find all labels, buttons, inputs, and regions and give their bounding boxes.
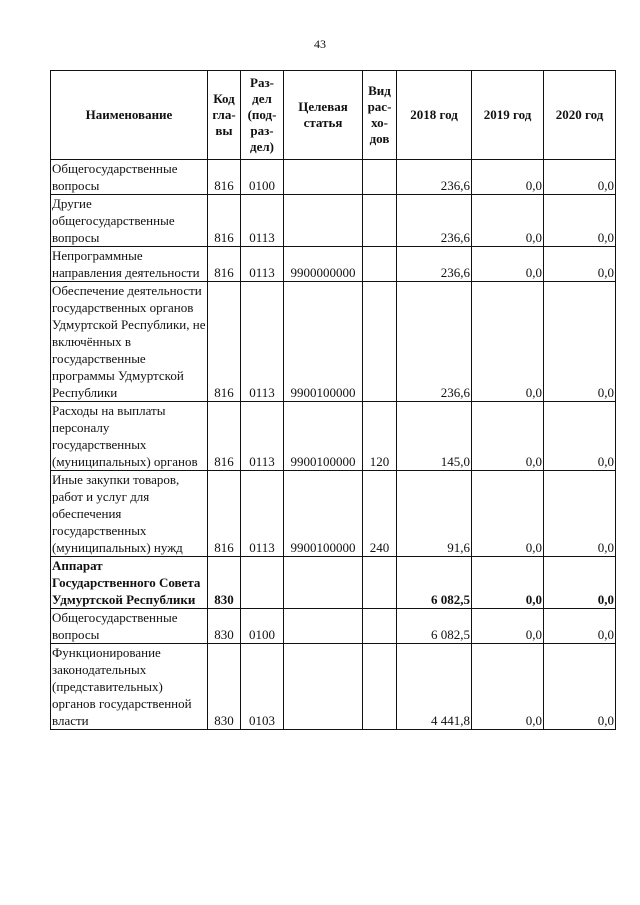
table-row <box>51 247 616 282</box>
cell-section: 0113 <box>241 402 284 471</box>
cell-2020: 0,0 <box>544 247 616 282</box>
header-expense-type-text: Вид рас- хо- дов <box>367 83 392 146</box>
cell-2019: 0,0 <box>472 644 544 730</box>
cell-section <box>241 557 284 609</box>
cell-expense-type <box>363 195 397 247</box>
cell-2019: 0,0 <box>472 609 544 644</box>
cell-chapter: 816 <box>208 247 241 282</box>
cell-2020: 0,0 <box>544 609 616 644</box>
cell-expense-type: 240 <box>363 471 397 557</box>
cell-chapter: 816 <box>208 160 241 195</box>
cell-chapter: 816 <box>208 471 241 557</box>
cell-target <box>284 644 363 730</box>
table-row <box>51 471 616 557</box>
cell-2018: 4 441,8 <box>397 644 472 730</box>
table-row <box>51 195 616 247</box>
cell-name: Непрограммные направления деятельности <box>51 247 208 282</box>
cell-section: 0113 <box>241 247 284 282</box>
cell-section: 0113 <box>241 195 284 247</box>
cell-expense-type <box>363 609 397 644</box>
cell-target: 9900100000 <box>284 282 363 402</box>
cell-2019: 0,0 <box>472 282 544 402</box>
header-name: Наименование <box>51 71 208 160</box>
cell-2019: 0,0 <box>472 247 544 282</box>
cell-expense-type <box>363 160 397 195</box>
cell-chapter: 816 <box>208 282 241 402</box>
cell-2018: 6 082,5 <box>397 609 472 644</box>
cell-2020: 0,0 <box>544 160 616 195</box>
cell-name: Общегосударственные вопросы <box>51 609 208 644</box>
cell-name: Общегосударственные вопросы <box>51 160 208 195</box>
cell-target <box>284 557 363 609</box>
header-chapter-text: Код гла- вы <box>212 91 236 138</box>
cell-name: Функционирование законодательных (представительных) органов государственной власти <box>51 644 208 730</box>
cell-name: Иные закупки товаров, работ и услуг для обеспечения государственных (муниципальных) нужд <box>51 471 208 557</box>
header-expense-type <box>363 71 397 160</box>
cell-2020: 0,0 <box>544 471 616 557</box>
cell-expense-type: 120 <box>363 402 397 471</box>
cell-chapter: 830 <box>208 609 241 644</box>
cell-2019: 0,0 <box>472 195 544 247</box>
cell-chapter: 830 <box>208 557 241 609</box>
cell-2018: 236,6 <box>397 282 472 402</box>
cell-section: 0100 <box>241 609 284 644</box>
table-body <box>51 160 616 730</box>
cell-expense-type <box>363 557 397 609</box>
cell-2018: 145,0 <box>397 402 472 471</box>
header-row <box>51 71 616 160</box>
cell-target <box>284 160 363 195</box>
budget-table <box>50 70 616 730</box>
cell-section: 0113 <box>241 471 284 557</box>
table-row <box>51 557 616 609</box>
header-target: Целевая статья <box>284 71 363 160</box>
cell-expense-type <box>363 247 397 282</box>
cell-2019: 0,0 <box>472 557 544 609</box>
cell-section: 0103 <box>241 644 284 730</box>
header-2020: 2020 год <box>544 71 616 160</box>
cell-2020: 0,0 <box>544 195 616 247</box>
cell-name: Другие общегосударственные вопросы <box>51 195 208 247</box>
header-2019: 2019 год <box>472 71 544 160</box>
cell-target <box>284 609 363 644</box>
cell-2020: 0,0 <box>544 644 616 730</box>
cell-2018: 236,6 <box>397 247 472 282</box>
cell-2018: 6 082,5 <box>397 557 472 609</box>
cell-2019: 0,0 <box>472 471 544 557</box>
cell-2018: 236,6 <box>397 195 472 247</box>
table-row <box>51 402 616 471</box>
cell-2018: 91,6 <box>397 471 472 557</box>
table-row <box>51 644 616 730</box>
cell-target <box>284 195 363 247</box>
cell-chapter: 816 <box>208 195 241 247</box>
header-section <box>241 71 284 160</box>
cell-2020: 0,0 <box>544 557 616 609</box>
cell-name: Обеспечение деятельности государственных органов Удмуртской Республики, не включённых в государственные программы Удмуртской Республики <box>51 282 208 402</box>
header-chapter <box>208 71 241 160</box>
cell-expense-type <box>363 282 397 402</box>
cell-2020: 0,0 <box>544 282 616 402</box>
cell-2019: 0,0 <box>472 402 544 471</box>
table-row <box>51 160 616 195</box>
table-row <box>51 609 616 644</box>
cell-target: 9900100000 <box>284 471 363 557</box>
cell-2018: 236,6 <box>397 160 472 195</box>
table-row <box>51 282 616 402</box>
cell-target: 9900000000 <box>284 247 363 282</box>
cell-name: Аппарат Государственного Совета Удмуртской Республики <box>51 557 208 609</box>
cell-2020: 0,0 <box>544 402 616 471</box>
cell-chapter: 816 <box>208 402 241 471</box>
cell-section: 0113 <box>241 282 284 402</box>
cell-section: 0100 <box>241 160 284 195</box>
header-2018: 2018 год <box>397 71 472 160</box>
cell-target: 9900100000 <box>284 402 363 471</box>
cell-expense-type <box>363 644 397 730</box>
cell-2019: 0,0 <box>472 160 544 195</box>
header-section-text: Раз- дел (под- раз- дел) <box>247 75 277 154</box>
cell-name: Расходы на выплаты персоналу государственных (муниципальных) органов <box>51 402 208 471</box>
page-number: 43 <box>314 37 326 51</box>
cell-chapter: 830 <box>208 644 241 730</box>
